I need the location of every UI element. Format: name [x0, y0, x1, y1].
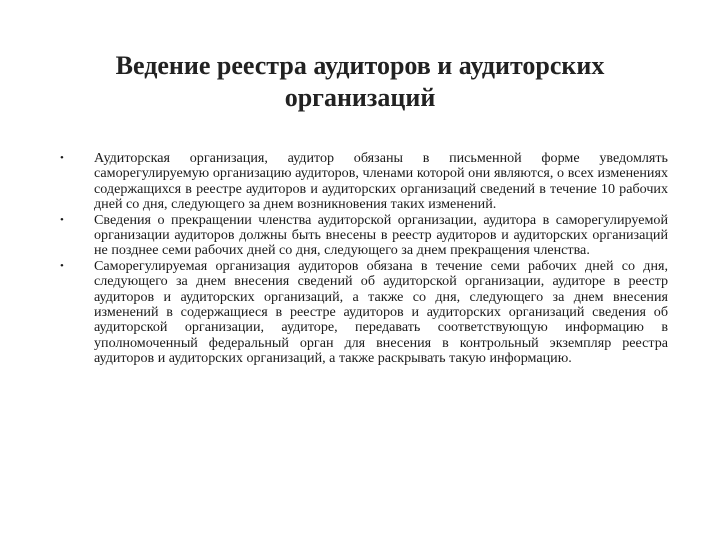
slide-title — [40, 50, 680, 114]
bullet-dot-icon: • — [60, 259, 64, 272]
bullet-dot-icon: • — [60, 213, 64, 226]
bullet-dot-icon: • — [60, 152, 64, 164]
slide-title-line-1: Ведение реестра аудиторов и аудиторских — [115, 51, 605, 80]
bullet-text-3: Саморегулируемая организация аудиторов обязана в течение семи рабочих дней со дня, следующего за днем внесения сведений об аудиторской организации, аудиторе в реестр аудиторов и аудиторских организаций, а также со дня, следующего за днем внесения изменений в содержащиеся в реестре аудиторов и аудиторских организаций сведения об аудиторской организации, аудиторе, передавать соответствующую информацию в уполномоченный федеральный орган для внесения в контрольный экземпляр реестра аудиторов и аудиторских организаций, а также раскрывать такую информацию. — [94, 257, 668, 367]
bullet-item-1 — [56, 151, 668, 213]
bullet-list — [56, 151, 668, 367]
bullet-item-3 — [56, 259, 668, 367]
bullet-item-2 — [56, 213, 668, 259]
bullet-text-1: Аудиторская организация, аудитор обязаны в письменной форме уведомлять саморегулируемую организацию аудиторов, членами которой они являются, о всех изменениях содержащихся в реестре аудиторов и аудиторских организаций сведений в течение 10 рабочих дней со дня, следующего за днем возникновения таких изменений. — [94, 150, 668, 213]
bullet-text-2: Сведения о прекращении членства аудиторской организации, аудитора в саморегулируемой организации аудиторов должны быть внесены в реестр аудиторов и аудиторских организаций не позднее семи рабочих дней со дня, следующего за днем прекращения членства. — [94, 211, 668, 259]
slide-title-line-2: организаций — [284, 83, 436, 112]
